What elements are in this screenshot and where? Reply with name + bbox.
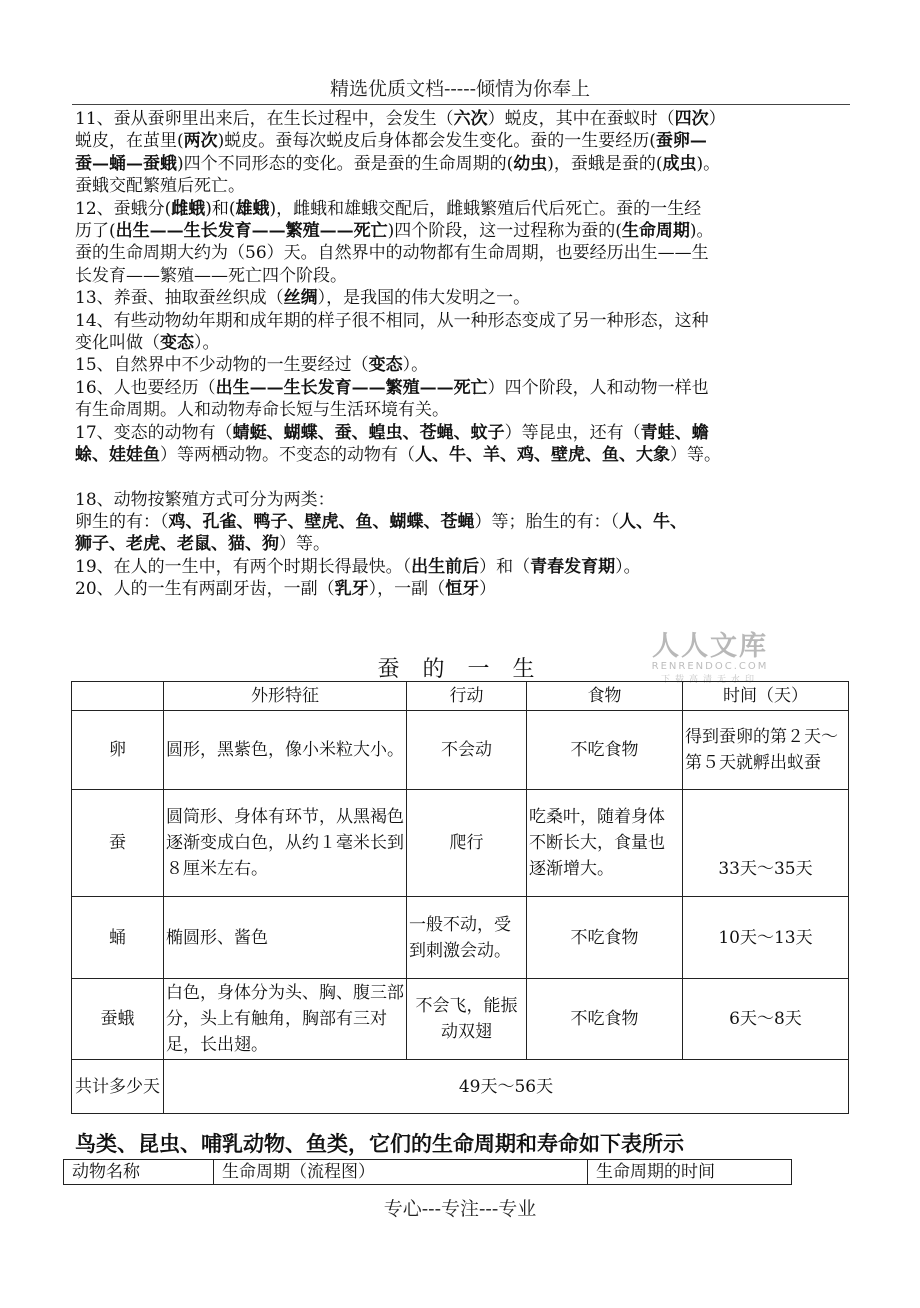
table-total-row	[72, 1060, 849, 1114]
table-row	[72, 711, 849, 790]
paragraph-text: 12、蚕蛾分(	[75, 198, 172, 219]
time-cell: 10天～13天	[683, 897, 849, 979]
answer-text: 成虫	[662, 153, 697, 174]
paragraph-text: )。 蚕蛾交配繁殖后死亡。	[75, 153, 721, 197]
paragraph	[75, 310, 860, 355]
stage-cell: 蚕蛾	[72, 979, 164, 1060]
shape-cell: 白色，身体分为头、胸、腹三部分，头上有触角，胸部有三对足，长出翅。	[164, 979, 407, 1060]
paragraph-text: ）蜕皮，其中在蚕蚁时（	[487, 109, 675, 129]
answer-text: 生命周期	[621, 221, 690, 242]
stage-cell: 卵	[72, 711, 164, 790]
answer-text: 蜻蜓、蝴蝶、蚕、蝗虫、苍蝇、蚊子	[232, 422, 505, 443]
paragraph-text: ）天。自然界中的动物都有生命周期，也要经历出生——生 长发育——繁殖——死亡四个阶段。	[75, 243, 709, 286]
paragraph-text: 15、自然界中不少动物的一生要经过（	[75, 355, 369, 376]
answer-text: 蚕卵— 蚕—蛹—蚕蛾	[75, 131, 707, 174]
watermark-site: RENRENDOC.COM	[651, 661, 769, 672]
paragraph-text: ）等。	[670, 445, 721, 466]
paragraph-text: ）等。	[279, 534, 330, 555]
paragraph-text: 56	[245, 243, 267, 264]
page-footer: 专心---专注---专业	[383, 1198, 537, 1220]
paragraph	[75, 108, 860, 198]
silkworm-lifecycle-table	[71, 681, 849, 1114]
paragraph	[75, 578, 860, 600]
answer-text: 出生——生长发育——繁殖——死亡	[115, 221, 388, 242]
header-cell-stage	[72, 682, 164, 711]
food-cell: 不吃食物	[527, 897, 683, 979]
paragraph-text: 13、养蚕、抽取蚕丝织成（	[75, 288, 284, 309]
paragraph-text: )，雌蛾和雄蛾交配后，雌蛾繁殖后代后死亡。蚕的一生经 历了(	[75, 198, 702, 242]
paragraph-text: ）四个阶段，人和动物一样也 有生命周期。人和动物寿命长短与生活环境有关。	[75, 377, 709, 421]
paragraph-text: ）和（	[479, 556, 531, 577]
paragraph-text: ），是我国的伟大发明之一。	[317, 288, 531, 309]
time-cell: 得到蚕卵的第２天～第５天就孵出蚁蚕	[683, 711, 849, 790]
answer-text: 变态	[160, 333, 194, 354]
answer-text: 四次	[674, 109, 709, 129]
paragraph-text: 卵生的有：（	[75, 511, 169, 532]
paragraph-text: 19、在人的一生中，有两个时期长得最快。（	[75, 556, 412, 577]
action-cell: 不会飞，能振动双翅	[407, 979, 527, 1060]
paragraph	[75, 556, 860, 578]
total-value-cell: 49天～56天	[164, 1060, 849, 1114]
header-cell-action: 行动	[407, 682, 527, 711]
answer-text: 青春发育期	[530, 556, 616, 577]
paragraph-text: ）等两栖动物。不变态的动物有（	[160, 445, 415, 466]
paragraph-text: )四个阶段，这一过程称为蚕的(	[387, 221, 622, 242]
paragraph	[75, 511, 860, 556]
answer-text: 恒牙	[445, 579, 480, 600]
answer-text: 变态	[368, 355, 403, 376]
answer-text: 幼虫	[513, 153, 548, 174]
paragraph-text: )，蚕蛾是蚕的(	[547, 153, 663, 174]
paragraph-text: 17、变态的动物有（	[75, 422, 233, 443]
paragraph-text: ）。	[402, 355, 429, 376]
table-row	[72, 790, 849, 897]
paragraph-text: )蜕皮。蚕每次蜕皮后身体都会发生变化。蚕的一生要经历(	[217, 131, 656, 152]
silk-table-title: 蚕 的 一 生	[377, 657, 543, 682]
paragraph-text: 20、人的一生有两副牙齿，一副（	[75, 579, 335, 600]
paragraph	[75, 422, 860, 467]
paragraph	[75, 377, 860, 422]
action-cell: 一般不动，受到刺激会动。	[407, 897, 527, 979]
paragraph-text: ） 蜕皮，在茧里(	[75, 109, 726, 152]
paragraph	[75, 354, 860, 376]
time-cell: 6天～8天	[683, 979, 849, 1060]
total-label-cell: 共计多少天	[72, 1060, 164, 1114]
body-text	[75, 108, 860, 601]
time-cell: 33天～35天	[683, 790, 849, 897]
answer-text: 两次	[183, 131, 218, 152]
food-cell: 不吃食物	[527, 979, 683, 1060]
table-header-row	[72, 682, 849, 711]
food-cell: 吃桑叶，随着身体不断长大，食量也逐渐增大。	[527, 790, 683, 897]
header-cell-food: 食物	[527, 682, 683, 711]
answer-text: 出生前后	[411, 556, 480, 577]
shape-cell: 圆形，黑紫色，像小米粒大小。	[164, 711, 407, 790]
header-cell-lifecycle-diagram: 生命周期（流程图）	[214, 1160, 588, 1185]
paragraph-gap	[75, 467, 860, 489]
header-cell-lifecycle-time: 生命周期的时间	[588, 1160, 792, 1185]
paragraph	[75, 287, 860, 309]
header-cell-time: 时间（天）	[683, 682, 849, 711]
answer-text: 雌蛾	[171, 198, 206, 219]
paragraph-text: 18、动物按繁殖方式可分为两类：	[75, 489, 335, 510]
answer-text: 青蛙、蟾 蜍、娃娃鱼	[75, 422, 709, 466]
answer-text: 人、牛、羊、鸡、壁虎、鱼、大象	[415, 445, 670, 466]
table-row	[72, 979, 849, 1060]
paragraph-text: 14、有些动物幼年期和成年期的样子很不相同，从一种形态变成了另一种形态，这种 变化叫做（	[75, 310, 709, 354]
paragraph-text: )和(	[205, 198, 236, 219]
table-header-row	[64, 1160, 792, 1185]
paragraph-text: ）等昆虫，还有（	[504, 422, 641, 443]
answer-text: 鸡、孔雀、鸭子、壁虎、鱼、蝴蝶、苍蝇	[168, 511, 475, 532]
paragraph-text: )。 蚕的生命周期大约为（	[75, 221, 714, 264]
paragraph-text: 11、蚕从蚕卵里出来后，在生长过程中，会发生（	[75, 109, 454, 129]
page-header: 精选优质文档-----倾情为你奉上	[329, 78, 591, 100]
header-cell-shape: 外形特征	[164, 682, 407, 711]
header-divider	[72, 104, 850, 105]
answer-text: 人、牛、 狮子、老虎、老鼠、猫、狗	[75, 511, 687, 555]
paragraph-text: ）等；胎生的有：（	[474, 511, 619, 532]
answer-text: 六次	[453, 109, 488, 129]
paragraph-text: ）	[479, 579, 497, 600]
paragraph-text: ）。	[615, 556, 641, 577]
paragraph	[75, 198, 860, 288]
action-cell: 不会动	[407, 711, 527, 790]
stage-cell: 蛹	[72, 897, 164, 979]
header-cell-animal-name: 动物名称	[64, 1160, 214, 1185]
answer-text: 乳牙	[334, 579, 369, 600]
table-row	[72, 897, 849, 979]
answer-text: 出生——生长发育——繁殖——死亡	[215, 377, 488, 398]
animal-lifecycle-table	[63, 1159, 792, 1185]
paragraph-text: ）。	[194, 333, 220, 354]
paragraph-text: )四个不同形态的变化。蚕是蚕的生命周期的(	[177, 153, 514, 174]
paragraph-text: 16、人也要经历（	[75, 377, 216, 398]
action-cell: 爬行	[407, 790, 527, 897]
paragraph	[75, 489, 860, 511]
food-cell: 不吃食物	[527, 711, 683, 790]
watermark-logo-text: 人人文库	[652, 631, 768, 662]
watermark-tagline: 下载高清无水印	[660, 675, 759, 685]
answer-text: 丝绸	[283, 288, 318, 309]
section-heading: 鸟类、昆虫、哺乳动物、鱼类，它们的生命周期和寿命如下表所示	[75, 1131, 684, 1156]
paragraph-text: ），一副（	[368, 579, 446, 600]
shape-cell: 圆筒形、身体有环节，从黑褐色逐渐变成白色，从约１毫米长到８厘米左右。	[164, 790, 407, 897]
shape-cell: 椭圆形、酱色	[164, 897, 407, 979]
answer-text: 雄蛾	[235, 198, 270, 219]
stage-cell: 蚕	[72, 790, 164, 897]
